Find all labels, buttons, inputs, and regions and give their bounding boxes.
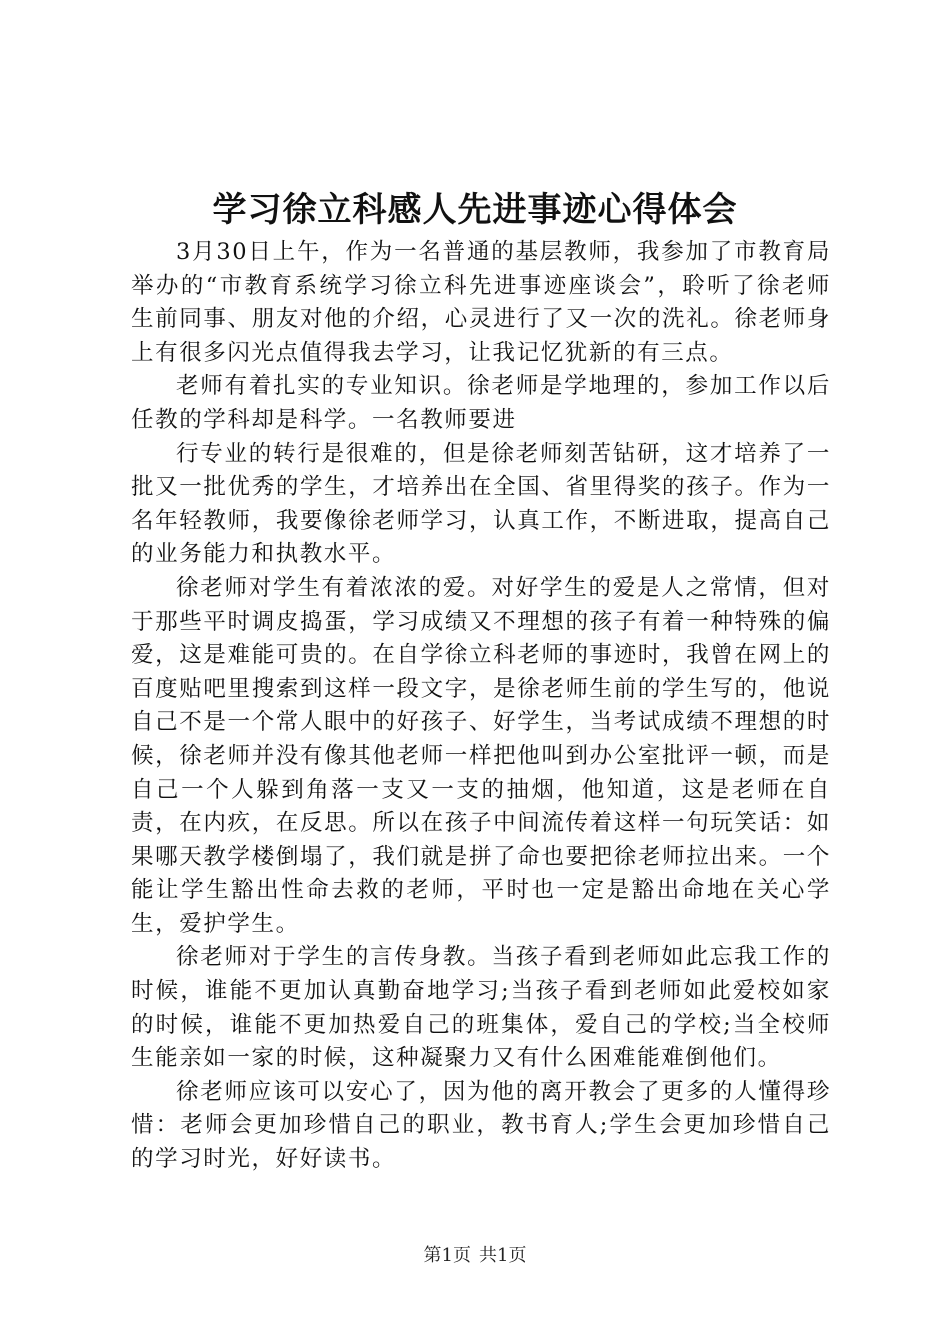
page-number-current: 第1页 [423, 1245, 471, 1266]
paragraph-1: 3月30日上午，作为一名普通的基层教师，我参加了市教育局举办的“市教育系统学习徐立科先进事迹座谈会”，聆听了徐老师生前同事、朋友对他的介绍，心灵进行了又一次的洗礼。徐老师身上有很多闪光点值得我去学习，让我记忆犹新的有三点。 [131, 239, 831, 366]
document-title: 学习徐立科感人先进事迹心得体会 [212, 190, 738, 230]
paragraph-2: 老师有着扎实的专业知识。徐老师是学地理的，参加工作以后任教的学科却是科学。一名教师要进 [131, 373, 831, 433]
paragraph-4: 徐老师对学生有着浓浓的爱。对好学生的爱是人之常情，但对于那些平时调皮捣蛋，学习成绩又不理想的孩子有着一种特殊的偏爱，这是难能可贵的。在自学徐立科老师的事迹时，我曾在网上的百度贴吧里搜索到这样一段文字，是徐老师生前的学生写的，他说自己不是一个常人眼中的好孩子、好学生，当考试成绩不理想的时候，徐老师并没有像其他老师一样把他叫到办公室批评一顿，而是自己一个人躲到角落一支又一支的抽烟，他知道，这是老师在自责，在内疚，在反思。所以在孩子中间流传着这样一句玩笑话：如果哪天教学楼倒塌了，我们就是拼了命也要把徐老师拉出来。一个能让学生豁出性命去救的老师，平时也一定是豁出命地在关心学生，爱护学生。 [131, 574, 831, 937]
paragraph-5: 徐老师对于学生的言传身教。当孩子看到老师如此忘我工作的时候，谁能不更加认真勤奋地学习;当孩子看到老师如此爱校如家的时候，谁能不更加热爱自己的班集体，爱自己的学校;当全校师生能亲如一家的时候，这种凝聚力又有什么困难能难倒他们。 [131, 944, 831, 1072]
paragraph-6: 徐老师应该可以安心了，因为他的离开教会了更多的人懂得珍惜：老师会更加珍惜自己的职业，教书育人;学生会更加珍惜自己的学习时光，好好读书。 [131, 1078, 831, 1173]
document-body [131, 236, 831, 1177]
page-footer [0, 1244, 950, 1268]
page-number-total: 共1页 [479, 1245, 527, 1266]
paragraph-3: 行专业的转行是很难的，但是徐老师刻苦钻研，这才培养了一批又一批优秀的学生，才培养出在全国、省里得奖的孩子。作为一名年轻教师，我要像徐老师学习，认真工作，不断进取，提高自己的业务能力和执教水平。 [131, 440, 831, 568]
